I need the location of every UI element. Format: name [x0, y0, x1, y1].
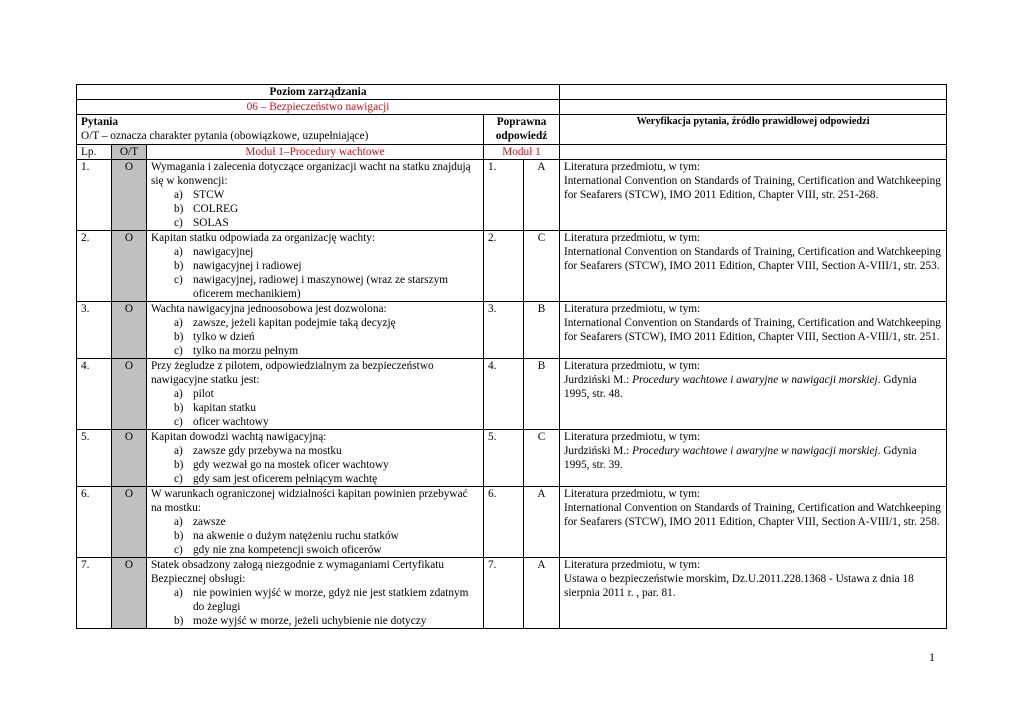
answer-options [151, 316, 479, 358]
questions-note: O/T – oznacza charakter pytania (obowiązkowe, uzupełniające) [81, 130, 369, 142]
correct-answer: A [524, 160, 560, 231]
question-type: O [112, 160, 147, 231]
question-row [77, 302, 947, 359]
option-text: SOLAS [193, 217, 229, 229]
question-lp: 3. [77, 302, 112, 359]
option-letter: b) [174, 260, 184, 272]
question-row [77, 160, 947, 231]
answer-options [151, 245, 479, 301]
question-row [77, 558, 947, 629]
header-empty-cell [560, 100, 947, 115]
question-type: O [112, 359, 147, 430]
question-cell [147, 302, 484, 359]
option-letter: a) [174, 388, 183, 400]
correct-answer: A [524, 558, 560, 629]
source-text [564, 245, 942, 273]
answer-number: 2. [484, 231, 524, 302]
answer-number: 3. [484, 302, 524, 359]
source-plain: International Convention on Standards of Training, Certification and Watchkeeping for Seafarers (STCW), IMO 2011 Edition, Chapter VIII, Section A-VIII/1, str. 258. [564, 502, 941, 528]
option-text: nawigacyjnej, radiowej i maszynowej (wraz ze starszym oficerem mechanikiem) [193, 274, 449, 300]
question-type: O [112, 231, 147, 302]
source-plain: International Convention on Standards of Training, Certification and Watchkeeping for Seafarers (STCW), IMO 2011 Edition, Chapter VIII, str. 251-268. [564, 175, 941, 201]
question-cell [147, 231, 484, 302]
answer-options [151, 387, 479, 429]
answer-options [151, 515, 479, 557]
question-text: Przy żegludze z pilotem, odpowiedzialnym za bezpieczeństwo nawigacyjne statku jest: [151, 360, 434, 386]
answer-number: 6. [484, 487, 524, 558]
answer-option [151, 515, 479, 529]
option-text: kapitan statku [193, 402, 257, 414]
question-row [77, 487, 947, 558]
source-rest: . Gdynia 1995, str. 48. [564, 374, 917, 400]
question-cell [147, 558, 484, 629]
answer-option [151, 401, 479, 415]
source-intro: Literatura przedmiotu, w tym: [564, 303, 701, 315]
source-cell [560, 302, 947, 359]
question-lp: 2. [77, 231, 112, 302]
option-letter: b) [174, 331, 184, 343]
option-text: nawigacyjnej i radiowej [193, 260, 302, 272]
page-number: 1 [929, 650, 935, 664]
option-text: gdy nie zna kompetencji swoich oficerów [193, 544, 382, 556]
question-text: Wymagania i zalecenia dotyczące organizacji wacht na statku znajdują się w konwencji: [151, 161, 471, 187]
question-lp: 1. [77, 160, 112, 231]
source-rest: . Gdynia 1995, str. 39. [564, 445, 917, 471]
option-letter: a) [174, 246, 183, 258]
answer-options [151, 444, 479, 486]
source-plain: Ustawa o bezpieczeństwie morskim, Dz.U.2011.228.1368 - Ustawa z dnia 18 sierpnia 2011 r. , par. 81. [564, 573, 914, 599]
option-text: COLREG [193, 203, 239, 215]
source-intro: Literatura przedmiotu, w tym: [564, 488, 701, 500]
source-cell [560, 487, 947, 558]
option-letter: a) [174, 516, 183, 528]
answer-option [151, 543, 479, 557]
option-letter: b) [174, 203, 184, 215]
answer-option [151, 245, 479, 259]
answer-option [151, 188, 479, 202]
answer-options [151, 188, 479, 230]
correct-answer: C [524, 430, 560, 487]
answer-option [151, 344, 479, 358]
question-text: Kapitan statku odpowiada za organizację wachty: [151, 232, 376, 244]
question-row [77, 430, 947, 487]
question-type: O [112, 302, 147, 359]
answer-option [151, 472, 479, 486]
source-text [564, 501, 942, 529]
source-plain: International Convention on Standards of Training, Certification and Watchkeeping for Seafarers (STCW), IMO 2011 Edition, Chapter VIII, Section A-VIII/1, str. 251. [564, 317, 941, 343]
level-title: Poziom zarządzania [77, 85, 560, 100]
header-row-level [77, 85, 947, 100]
source-author: Jurdziński M.: [564, 374, 633, 386]
correct-answer: B [524, 359, 560, 430]
answer-option [151, 273, 479, 301]
answer-options [151, 586, 479, 628]
source-book-title: Procedury wachtowe i awaryjne w nawigacji morskiej [632, 374, 878, 386]
source-text [564, 316, 942, 344]
question-lp: 5. [77, 430, 112, 487]
question-text: W warunkach ograniczonej widzialności kapitan powinien przebywać na mostku: [151, 488, 468, 514]
source-cell [560, 558, 947, 629]
answer-option [151, 387, 479, 401]
col-ot-header: O/T [112, 145, 147, 160]
option-letter: a) [174, 445, 183, 457]
questions-title: Pytania [81, 116, 119, 128]
source-text [564, 174, 942, 202]
option-text: może wyjść w morze, jeżeli uchybienie nie dotyczy [193, 615, 427, 627]
option-text: zawsze, jeżeli kapitan podejmie taką decyzję [193, 317, 396, 329]
source-intro: Literatura przedmiotu, w tym: [564, 559, 701, 571]
header-empty-cell [560, 145, 947, 160]
answer-option [151, 458, 479, 472]
question-cell [147, 487, 484, 558]
option-letter: b) [174, 530, 184, 542]
answer-title-line1: Poprawna [496, 116, 547, 128]
answer-number: 7. [484, 558, 524, 629]
answer-option [151, 529, 479, 543]
answer-option [151, 444, 479, 458]
col-lp-header: Lp. [77, 145, 112, 160]
source-author: Jurdziński M.: [564, 445, 633, 457]
option-letter: c) [174, 473, 183, 485]
source-plain: International Convention on Standards of Training, Certification and Watchkeeping for Seafarers (STCW), IMO 2011 Edition, Chapter VIII, Section A-VIII/1, str. 253. [564, 246, 941, 272]
question-type: O [112, 430, 147, 487]
option-letter: a) [174, 189, 183, 201]
question-row [77, 359, 947, 430]
answer-option [151, 259, 479, 273]
source-book-title: Procedury wachtowe i awaryjne w nawigacji morskiej [632, 445, 878, 457]
section-title: 06 – Bezpieczeństwo nawigacji [77, 100, 560, 115]
question-cell [147, 430, 484, 487]
source-cell [560, 430, 947, 487]
option-letter: c) [174, 217, 183, 229]
answer-header [484, 115, 560, 145]
answer-option [151, 202, 479, 216]
source-intro: Literatura przedmiotu, w tym: [564, 431, 701, 443]
option-text: oficer wachtowy [193, 416, 269, 428]
option-text: nie powinien wyjść w morze, gdyż nie jest statkiem zdatnym do żeglugi [193, 587, 469, 613]
question-lp: 4. [77, 359, 112, 430]
answer-number: 1. [484, 160, 524, 231]
question-cell [147, 359, 484, 430]
question-lp: 6. [77, 487, 112, 558]
question-type: O [112, 558, 147, 629]
option-text: gdy wezwał go na mostek oficer wachtowy [193, 459, 389, 471]
questions-header [77, 115, 484, 145]
option-text: STCW [193, 189, 225, 201]
option-letter: a) [174, 317, 183, 329]
option-letter: c) [174, 274, 183, 286]
source-intro: Literatura przedmiotu, w tym: [564, 360, 701, 372]
correct-answer: B [524, 302, 560, 359]
verification-header: Weryfikacja pytania, źródło prawidłowej odpowiedzi [560, 115, 947, 145]
module-short: Moduł 1 [484, 145, 560, 160]
option-text: pilot [193, 388, 214, 400]
question-lp: 7. [77, 558, 112, 629]
option-letter: c) [174, 544, 183, 556]
source-cell [560, 359, 947, 430]
header-empty-cell [560, 85, 947, 100]
answer-option [151, 216, 479, 230]
source-intro: Literatura przedmiotu, w tym: [564, 161, 701, 173]
answer-option [151, 316, 479, 330]
option-text: gdy sam jest oficerem pełniącym wachtę [193, 473, 378, 485]
source-cell [560, 160, 947, 231]
option-letter: b) [174, 402, 184, 414]
question-text: Kapitan dowodzi wachtą nawigacyjną: [151, 431, 327, 443]
correct-answer: A [524, 487, 560, 558]
option-text: tylko na morzu pełnym [193, 345, 299, 357]
answer-option [151, 614, 479, 628]
source-cell [560, 231, 947, 302]
source-text [564, 373, 942, 401]
option-letter: b) [174, 459, 184, 471]
question-cell [147, 160, 484, 231]
option-text: zawsze gdy przebywa na mostku [193, 445, 342, 457]
header-row-section [77, 100, 947, 115]
answer-number: 4. [484, 359, 524, 430]
option-letter: a) [174, 587, 183, 599]
question-text: Statek obsadzony załogą niezgodnie z wymaganiami Certyfikatu Bezpiecznej obsługi: [151, 559, 444, 585]
option-text: zawsze [193, 516, 226, 528]
answer-option [151, 586, 479, 614]
option-letter: c) [174, 416, 183, 428]
option-letter: b) [174, 615, 184, 627]
option-text: nawigacyjnej [193, 246, 254, 258]
header-row-module [77, 145, 947, 160]
question-row [77, 231, 947, 302]
option-text: tylko w dzień [193, 331, 255, 343]
question-type: O [112, 487, 147, 558]
correct-answer: C [524, 231, 560, 302]
option-text: na akwenie o dużym natężeniu ruchu statków [193, 530, 399, 542]
answer-option [151, 415, 479, 429]
question-text: Wachta nawigacyjna jednoosobowa jest dozwolona: [151, 303, 387, 315]
header-row-columns [77, 115, 947, 145]
answer-option [151, 330, 479, 344]
option-letter: c) [174, 345, 183, 357]
module-name: Moduł 1–Procedury wachtowe [147, 145, 484, 160]
source-intro: Literatura przedmiotu, w tym: [564, 232, 701, 244]
source-text [564, 444, 942, 472]
source-text [564, 572, 942, 600]
answer-title-line2: odpowiedź [495, 130, 548, 142]
answer-number: 5. [484, 430, 524, 487]
questions-table [76, 84, 947, 629]
